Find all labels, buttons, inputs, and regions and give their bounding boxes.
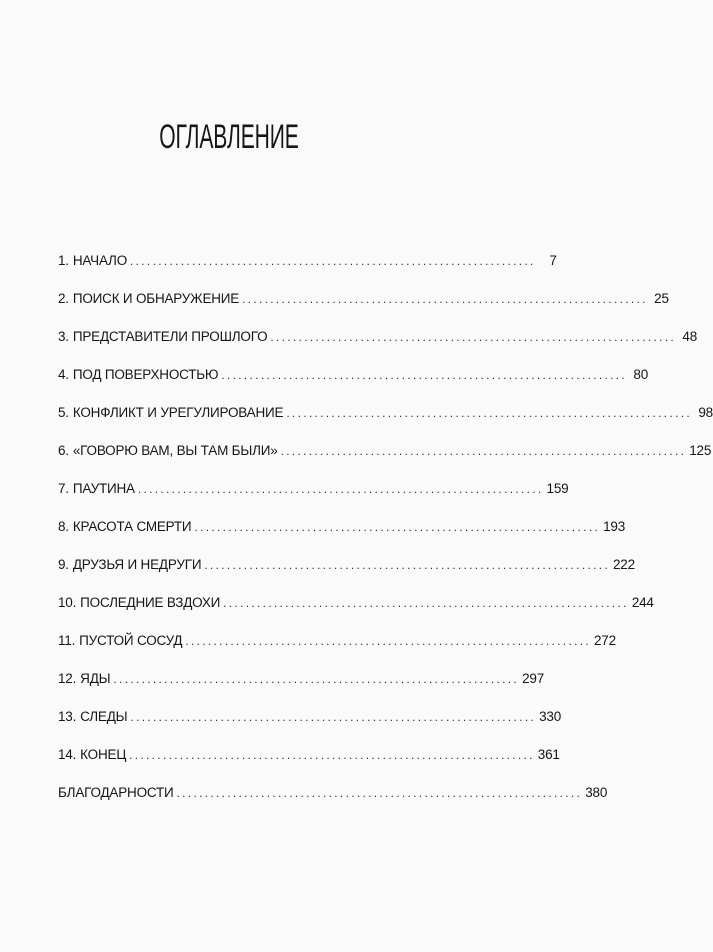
toc-entry[interactable]: [58, 284, 669, 322]
toc-entry[interactable]: [58, 512, 626, 550]
toc-entry-title: ПАУТИНА: [72, 481, 135, 496]
toc-entry-page: 330: [539, 709, 562, 724]
toc-entry-number: 3.: [58, 329, 69, 344]
dot-leader: ........................................................................: [130, 254, 536, 268]
toc-entry-title: КОНФЛИКТ И УРЕГУЛИРОВАНИЕ: [72, 405, 284, 420]
toc-entry-number: 8.: [58, 519, 69, 534]
dot-leader: ........................................................................: [280, 444, 687, 458]
toc-entry-number: 14.: [58, 747, 77, 762]
toc-entry-page: 244: [631, 595, 654, 610]
toc-entry[interactable]: [58, 246, 557, 284]
toc-entry[interactable]: [58, 626, 616, 664]
toc-entry[interactable]: [58, 398, 713, 436]
toc-entry[interactable]: [58, 322, 698, 360]
dot-leader: ........................................................................: [204, 558, 610, 572]
toc-entry-page: 48: [682, 329, 698, 344]
dot-leader: ........................................................................: [185, 634, 591, 648]
dot-leader: ........................................................................: [137, 482, 544, 496]
dot-leader: ........................................................................: [130, 710, 537, 724]
toc-entry-title: ДРУЗЬЯ И НЕДРУГИ: [72, 557, 202, 572]
toc-entry-page: 159: [546, 481, 569, 496]
toc-entry-page: 25: [654, 291, 669, 306]
toc-entry[interactable]: [58, 360, 649, 398]
toc-entry-number: 12.: [58, 671, 77, 686]
toc-entry-number: 1.: [58, 253, 69, 268]
toc-entry[interactable]: [58, 436, 712, 474]
toc-entry-title: СЛЕДЫ: [80, 709, 128, 724]
toc-entry-title: «ГОВОРЮ ВАМ, ВЫ ТАМ БЫЛИ»: [72, 443, 278, 458]
toc-entry-number: 7.: [58, 481, 69, 496]
page-title: ОГЛАВЛЕНИЕ: [159, 118, 299, 156]
toc-entry[interactable]: [58, 550, 635, 588]
toc-entry-page: 297: [522, 671, 545, 686]
toc-entry[interactable]: [58, 740, 560, 778]
dot-leader: ........................................................................: [223, 596, 629, 610]
toc-entry-page: 80: [633, 367, 649, 382]
toc-entry-number: 11.: [58, 633, 76, 648]
toc-entry-title: ПУСТОЙ СОСУД: [79, 633, 183, 648]
toc-entry-page: 222: [613, 557, 635, 572]
toc-entry-number: 13.: [58, 709, 77, 724]
dot-leader: ........................................................................: [270, 330, 677, 344]
toc-entry-number: 5.: [58, 405, 69, 420]
toc-entry[interactable]: [58, 588, 654, 626]
toc-entry-number: 4.: [58, 367, 69, 382]
toc-entry-title: НАЧАЛО: [72, 253, 128, 268]
dot-leader: ........................................................................: [113, 672, 520, 686]
dot-leader: ........................................................................: [194, 520, 601, 534]
toc-entry-number: 6.: [58, 443, 69, 458]
dot-leader: ........................................................................: [176, 786, 583, 800]
toc-entry[interactable]: [58, 778, 608, 816]
toc-entry-page: 98: [698, 405, 713, 420]
toc-entry-number: 10.: [58, 595, 77, 610]
toc-entry-title: ПРЕДСТАВИТЕЛИ ПРОШЛОГО: [72, 329, 268, 344]
toc-entry-page: 193: [603, 519, 626, 534]
dot-leader: ........................................................................: [242, 292, 648, 306]
toc-entry-title: ПОД ПОВЕРХНОСТЬЮ: [72, 367, 219, 382]
dot-leader: ........................................................................: [286, 406, 692, 420]
toc-entry-page: 380: [585, 785, 608, 800]
toc-entry[interactable]: [58, 702, 562, 740]
dot-leader: ........................................................................: [221, 368, 628, 382]
toc-entry-title: КРАСОТА СМЕРТИ: [72, 519, 192, 534]
toc-entry[interactable]: [58, 664, 545, 702]
toc-entry-title: ПОИСК И ОБНАРУЖЕНИЕ: [72, 291, 240, 306]
toc-entry-number: 2.: [58, 291, 69, 306]
toc-entry-title: БЛАГОДАРНОСТИ: [58, 785, 174, 800]
toc-entry-page: 272: [593, 633, 616, 648]
toc-entry-title: ЯДЫ: [80, 671, 111, 686]
table-of-contents: [58, 246, 713, 816]
toc-entry-page: 7: [549, 253, 557, 268]
toc-entry[interactable]: [58, 474, 569, 512]
toc-entry-title: ПОСЛЕДНИЕ ВЗДОХИ: [80, 595, 221, 610]
dot-leader: ........................................................................: [129, 748, 535, 762]
toc-entry-title: КОНЕЦ: [80, 747, 127, 762]
toc-entry-number: 9.: [58, 557, 69, 572]
toc-entry-page: 125: [689, 443, 712, 458]
toc-entry-page: 361: [537, 747, 560, 762]
